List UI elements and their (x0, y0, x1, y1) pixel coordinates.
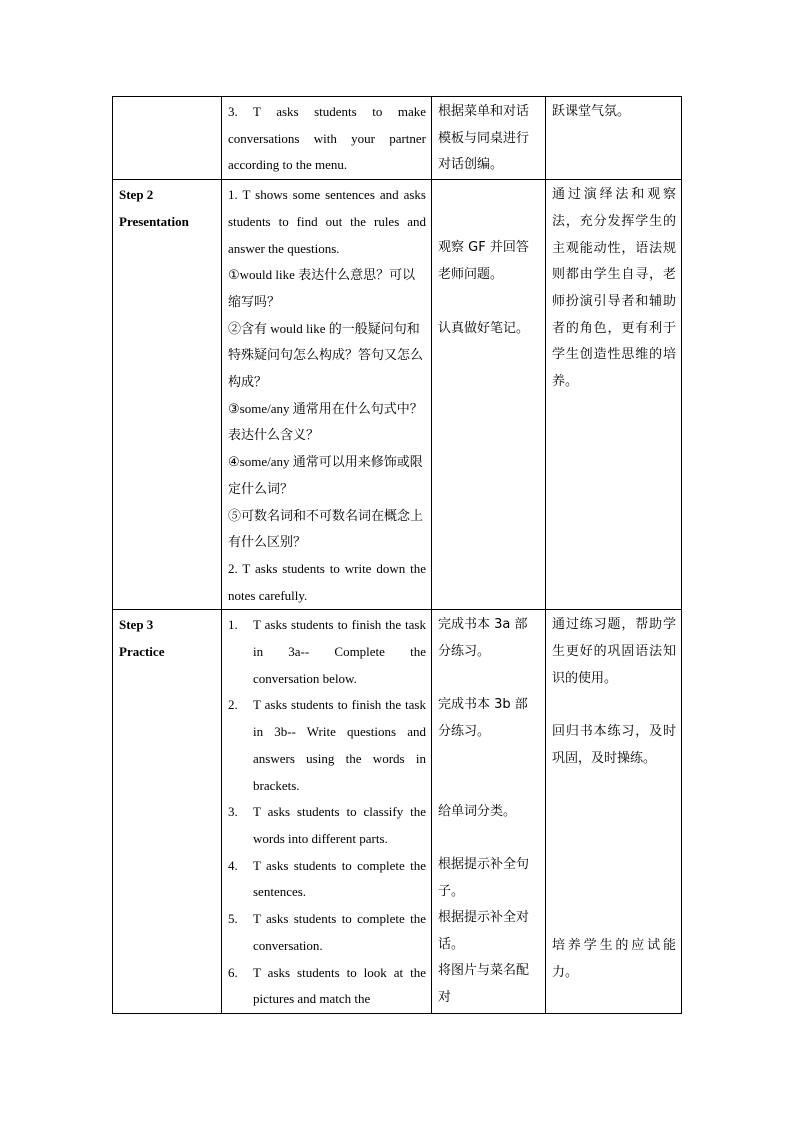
student-activity-text: 根据菜单和对话模板与同桌进行对话创编。 (438, 104, 530, 173)
step-cell (113, 610, 222, 1014)
lesson-plan-table (112, 96, 682, 1014)
activity-text: 1. T shows some sentences and asks students to find out the rules and answer the questions. (228, 187, 426, 256)
student-activity-text: 根据提示补全对话。 (438, 910, 530, 953)
question-item: ⑤可数名词和不可数名词在概念上有什么区别？ (228, 507, 424, 550)
student-activity-text: 观察 GF 并回答老师问题。 (438, 240, 529, 283)
teacher-activity-cell (222, 180, 432, 610)
student-activity-cell (432, 97, 546, 180)
purpose-text: 通过练习题，帮助学生更好的巩固语法知识的使用。 (552, 617, 676, 686)
student-activity-text: 认真做好笔记。 (438, 320, 530, 336)
purpose-text: 回归书本练习，及时巩固，及时操练。 (552, 724, 676, 767)
list-item: 5. T asks students to complete the conversation. (228, 911, 426, 953)
question-item: ④some/any 通常可以用来修饰或限定什么词？ (228, 454, 423, 496)
table-row (113, 610, 682, 1014)
activity-text: 3. T asks students to make conversations with your partner according to the menu. (228, 104, 426, 173)
table-row (113, 97, 682, 180)
step-number: Step 3 (119, 617, 154, 633)
teacher-activity-cell (222, 97, 432, 180)
purpose-cell (546, 180, 682, 610)
step-cell (113, 97, 222, 180)
student-activity-text: 给单词分类。 (438, 804, 517, 820)
student-activity-text: 完成书本 3a 部分练习。 (438, 617, 528, 660)
question-item: ②含有 would like 的一般疑问句和特殊疑问句怎么构成？答句又怎么构成？ (228, 320, 424, 390)
teacher-activity-cell (222, 610, 432, 1014)
list-item: 4. T asks students to complete the sentences. (228, 857, 426, 900)
purpose-cell (546, 610, 682, 1014)
list-item: 3. T asks students to classify the words into different parts. (228, 804, 426, 846)
step-title: Presentation (119, 213, 189, 229)
purpose-cell (546, 97, 682, 180)
list-item: 1. T asks students to finish the task in 3a-- Complete the conversation below. (228, 617, 426, 686)
student-activity-cell (432, 180, 546, 610)
step-number: Step 2 (119, 187, 154, 203)
student-activity-cell (432, 610, 546, 1014)
question-item: ③some/any 通常用在什么句式中？表达什么含义？ (228, 400, 423, 443)
list-item: 2. T asks students to finish the task in 3b-- Write questions and answers using the words in brackets. (228, 697, 426, 793)
question-item: ①would like 表达什么意思？可以缩写吗？ (228, 267, 416, 309)
activity-text: 2. T asks students to write down the notes carefully. (228, 560, 426, 603)
purpose-text: 跃课堂气氛。 (552, 104, 631, 119)
purpose-text: 培养学生的应试能力。 (552, 938, 676, 981)
purpose-text: 通过演绎法和观察法，充分发挥学生的主观能动性，语法规则都由学生自寻，老师扮演引导者和辅助者的角色，更有利于学生创造性思维的培养。 (552, 187, 676, 390)
step-title: Practice (119, 644, 165, 660)
list-item: 6. T asks students to look at the pictures and match the (228, 964, 426, 1007)
student-activity-text: 将图片与菜名配对 (438, 963, 530, 1006)
table-row (113, 180, 682, 610)
student-activity-text: 根据提示补全句子。 (438, 857, 530, 900)
student-activity-text: 完成书本 3b 部分练习。 (438, 697, 528, 740)
step-cell (113, 180, 222, 610)
